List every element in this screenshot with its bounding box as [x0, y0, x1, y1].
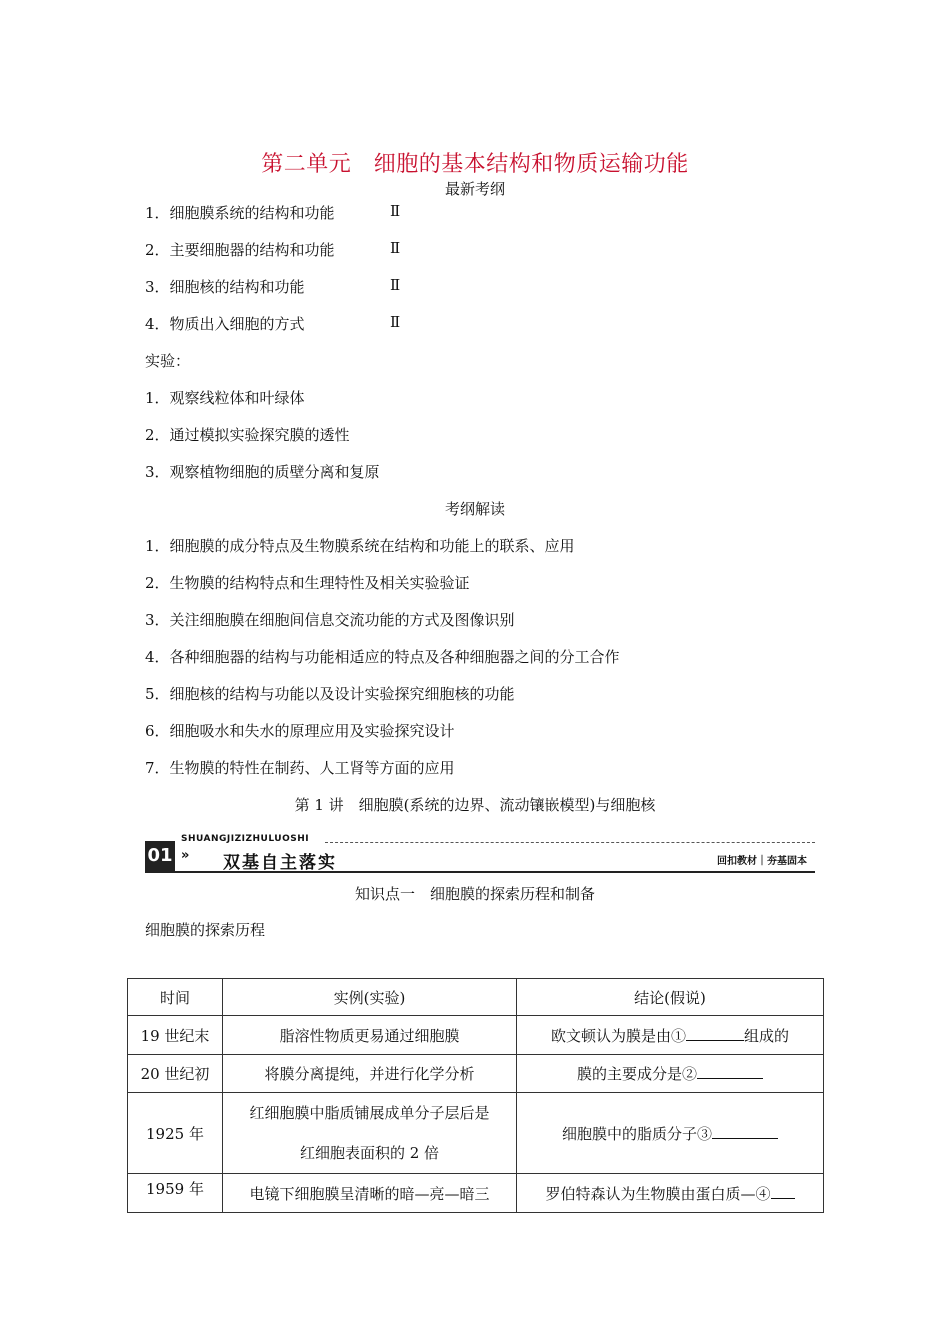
table-cell-example: 脂溶性物质更易通过细胞膜: [223, 1016, 517, 1055]
table-header-cell: 结论(假说): [517, 979, 824, 1016]
interpretation-item: 7．生物膜的特性在制药、人工肾等方面的应用: [145, 759, 455, 777]
experiment-item: 1．观察线粒体和叶绿体: [145, 389, 305, 407]
experiment-item: 2．通过模拟实验探究膜的透性: [145, 426, 350, 444]
table-cell-conclusion: [517, 1093, 824, 1174]
chevron-right-icon: »: [181, 848, 190, 863]
syllabus-item: 4．物质出入细胞的方式: [145, 315, 305, 333]
interpretation-item: 2．生物膜的结构特点和生理特性及相关实验验证: [145, 574, 470, 592]
answer-blank[interactable]: [686, 1026, 744, 1041]
table-row: [128, 1055, 824, 1093]
table-cell-conclusion: [517, 1055, 824, 1093]
syllabus-heading: 最新考纲: [444, 180, 505, 198]
table-cell-conclusion: [517, 1174, 824, 1213]
syllabus-item: 2．主要细胞器的结构和功能: [145, 241, 335, 259]
syllabus-level: Ⅱ: [390, 239, 401, 257]
answer-blank[interactable]: [697, 1064, 763, 1079]
answer-blank[interactable]: [771, 1184, 795, 1199]
interpretation-item: 6．细胞吸水和失水的原理应用及实验探究设计: [145, 722, 455, 740]
table-row: [128, 1093, 824, 1174]
interpretation-item: 5．细胞核的结构与功能以及设计实验探究细胞核的功能: [145, 685, 515, 703]
interpretation-heading: 考纲解读: [444, 500, 505, 518]
syllabus-level: Ⅱ: [390, 202, 401, 220]
table-cell-example: 将膜分离提纯，并进行化学分析: [223, 1055, 517, 1093]
conclusion-text: 罗伯特森认为生物膜由蛋白质—④: [545, 1184, 771, 1203]
experiments-label: 实验：: [145, 352, 191, 370]
example-line: 红细胞表面积的 2 倍: [299, 1144, 440, 1162]
syllabus-item: 3．细胞核的结构和功能: [145, 278, 305, 296]
banner-dashed-rule: [325, 842, 815, 843]
interpretation-item: 1．细胞膜的成分特点及生物膜系统在结构和功能上的联系、应用: [145, 537, 575, 555]
section-label: 细胞膜的探索历程: [145, 921, 266, 939]
table-header-cell: 时间: [128, 979, 223, 1016]
table-cell-example: [223, 1093, 517, 1174]
banner-number: 01: [145, 841, 175, 871]
table-cell-time: 20 世纪初: [128, 1055, 223, 1093]
table-cell-time: 19 世纪末: [128, 1016, 223, 1055]
table-header-cell: 实例(实验): [223, 979, 517, 1016]
interpretation-item: 3．关注细胞膜在细胞间信息交流功能的方式及图像识别: [145, 611, 515, 629]
banner-rule: [145, 871, 815, 873]
interpretation-item: 4．各种细胞器的结构与功能相适应的特点及各种细胞器之间的分工合作: [145, 648, 620, 666]
syllabus-level: Ⅱ: [390, 313, 401, 331]
experiment-item: 3．观察植物细胞的质壁分离和复原: [145, 463, 380, 481]
conclusion-text: 膜的主要成分是②: [576, 1065, 697, 1083]
table-header-row: [128, 979, 824, 1016]
example-line: 红细胞膜中脂质铺展成单分子层后是: [249, 1104, 490, 1122]
banner-pinyin: SHUANGJIZIZHULUOSHI: [181, 834, 310, 844]
conclusion-text: 欧文顿认为膜是由①: [550, 1026, 686, 1045]
table-cell-conclusion: [517, 1016, 824, 1055]
table-cell-time: 1925 年: [128, 1093, 223, 1174]
conclusion-text-suffix: 组成的: [744, 1026, 790, 1045]
lecture-title: 第 1 讲 细胞膜(系统的边界、流动镶嵌模型)与细胞核: [294, 796, 656, 814]
knowledge-point-title: 知识点一 细胞膜的探索历程和制备: [354, 885, 595, 903]
doc-title: 第二单元 细胞的基本结构和物质运输功能: [261, 152, 689, 177]
answer-blank[interactable]: [712, 1124, 778, 1139]
section-banner: [145, 836, 815, 874]
table-cell-example: 电镜下细胞膜呈清晰的暗—亮—暗三: [223, 1174, 517, 1213]
table-cell-time: 1959 年: [128, 1174, 223, 1213]
table-row: [128, 1016, 824, 1055]
syllabus-item: 1．细胞膜系统的结构和功能: [145, 204, 335, 222]
banner-heading: 双基自主落实: [223, 853, 337, 873]
conclusion-text: 细胞膜中的脂质分子③: [561, 1124, 712, 1143]
syllabus-level: Ⅱ: [390, 276, 401, 294]
history-table: [127, 978, 824, 1213]
banner-tag: 回扣教材｜夯基固本: [717, 856, 807, 867]
table-row: [128, 1174, 824, 1213]
